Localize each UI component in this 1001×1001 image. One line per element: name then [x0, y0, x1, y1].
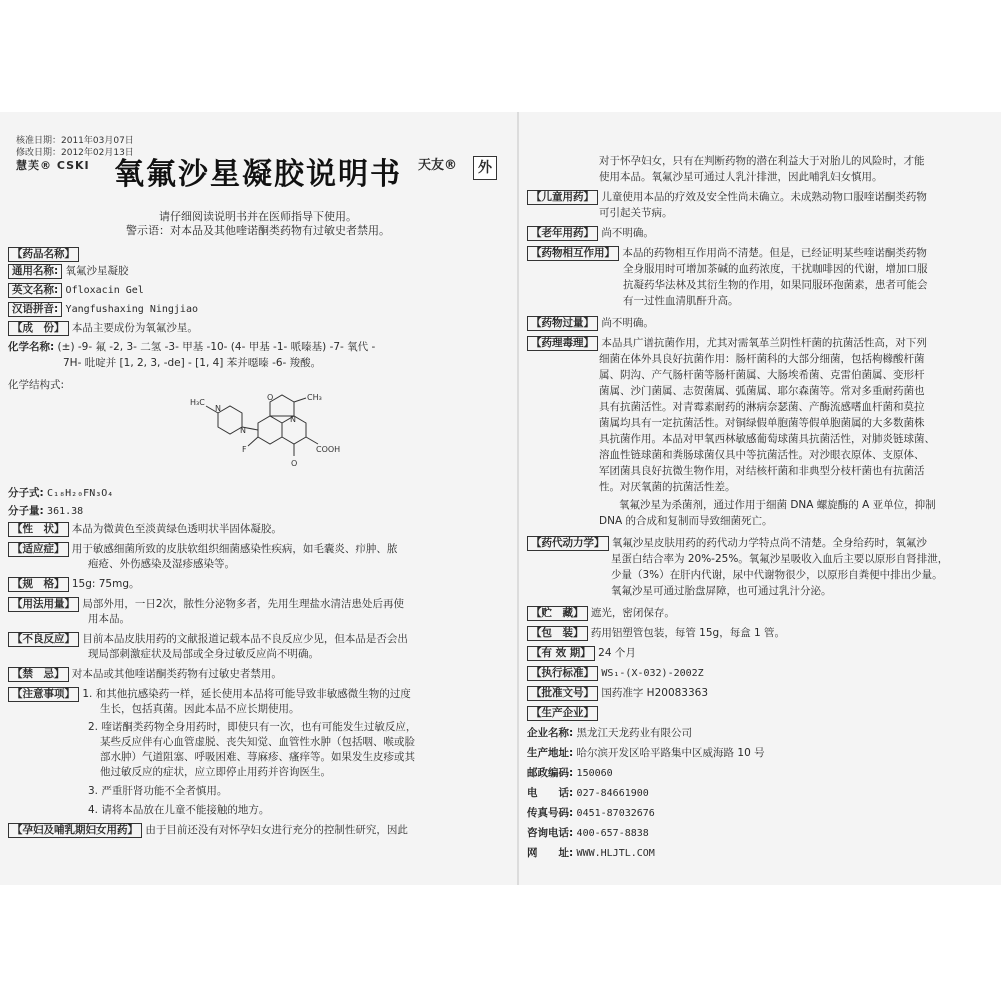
spec-value: 15g: 75mg。	[71, 578, 140, 590]
piperazine-ring	[218, 406, 242, 434]
website-row: 网 址: WWW.HLJTL.COM	[527, 847, 655, 859]
overdose-value: 尚不明确。	[601, 317, 654, 329]
tox-line-1: 本品具广谱抗菌作用，尤其对需氧革兰阴性杆菌的抗菌活性高，对下列	[601, 337, 927, 349]
tox-line-8: 溶血性链球菌和粪肠球菌仅具中等抗菌活性。对沙眼衣原体、支原体、	[599, 449, 925, 461]
overdose-row: 【药物过量】 尚不明确。	[527, 316, 997, 331]
approval-row: 【批准文号】 国药准字 H20083363	[527, 686, 997, 701]
caution-1-line-1: 1. 和其他抗感染药一样，延长使用本品将可能导致非敏感微生物的过度	[82, 688, 411, 700]
caution-2-line-2: 某些反应伴有心血管虚脱、丧失知觉、血管性水肿（包括咽、喉或脸	[100, 736, 415, 748]
validity-value: 24 个月	[598, 647, 636, 659]
interaction-line-2: 全身服用时可增加茶碱的血药浓度，干扰咖啡因的代谢，增加口服	[623, 263, 928, 275]
caution-4: 4. 请将本品放在儿童不能接触的地方。	[88, 804, 270, 816]
company-value: 黑龙江天龙药业有限公司	[576, 727, 693, 739]
component-row: 【成 份】 本品主要成份为氧氟沙星。	[8, 321, 508, 336]
tox-line-3: 属、阴沟、产气肠杆菌等肠杆菌属、大肠埃希菌、克雷伯菌属、变形杆	[599, 369, 925, 381]
zip-value: 150060	[576, 768, 613, 779]
elder-row: 【老年用药】 尚不明确。	[527, 226, 997, 241]
usage-row: 【用法用量】 局部外用，一日2次，脓性分泌物多者，先用生理盐水清洁患处后再使	[8, 597, 508, 612]
pregnancy-row: 【孕妇及哺乳期妇女用药】 由于目前还没有对怀孕妇女进行充分的控制性研究，因此	[8, 823, 508, 838]
formula-row: 分子式: C₁₈H₂₀FN₃O₄	[8, 487, 114, 499]
pinyin-value: Yangfushaxing Ningjiao	[65, 304, 198, 315]
pk-line-1: 氧氟沙星皮肤用药的药代动力学特点尚不清楚。全身给药时，氧氟沙	[611, 537, 927, 549]
storage-value: 遮光，密闭保存。	[590, 607, 675, 619]
chem-name-line-1: (±) -9- 氟 -2, 3- 二氢 -3- 甲基 -10- (4- 甲基 -1- 哌嗪基) -7- 氧代 -	[57, 341, 376, 353]
caution-row: 【注意事项】 1. 和其他抗感染药一样，延长使用本品将可能导致非敏感微生物的过度	[8, 687, 508, 702]
spec-row: 【规 格】 15g: 75mg。	[8, 577, 508, 592]
indication-line-2: 疱疮、外伤感染及湿疹感染等。	[88, 558, 235, 570]
mw-row: 分子量: 361.38	[8, 505, 84, 517]
warning-line: 警示语：对本品及其他喹诺酮类药物有过敏史者禁用。	[126, 224, 390, 237]
hotline-row: 咨询电话: 400-657-8838	[527, 827, 649, 839]
formula-value: C₁₈H₂₀FN₃O₄	[47, 488, 114, 499]
contra-value: 对本品或其他喹诺酮类药物有过敏史者禁用。	[71, 668, 282, 680]
caution-2-line-3: 部水肿）气道阻塞、呼吸困难、荨麻疹、瘙痒等。如果发生皮疹或其	[100, 751, 415, 763]
oxazine-ring	[270, 395, 294, 416]
character-row: 【性 状】 本品为微黄色至淡黄绿色透明状半固体凝胶。	[8, 522, 508, 537]
pk-row: 【药代动力学】 氧氟沙星皮肤用药的药代动力学特点尚不清楚。全身给药时，氧氟沙	[527, 536, 997, 551]
caution-3: 3. 严重肝肾功能不全者慎用。	[88, 785, 228, 797]
label-o-keto: O	[291, 459, 298, 468]
leaflet-sheet	[0, 112, 1001, 885]
package-row: 【包 装】 药用铝塑管包装，每管 15g，每盒 1 管。	[527, 626, 997, 641]
tox-line-12: DNA 的合成和复制而导致细菌死亡。	[599, 515, 773, 527]
caution-1-line-2: 生长，包括真菌。因此本品不应长期使用。	[100, 703, 300, 715]
caution-2-line-1: 2. 喹诺酮类药物全身用药时，即使只有一次，也有可能发生过敏反应，	[88, 721, 417, 733]
tox-row: 【药理毒理】 本品具广谱抗菌作用，尤其对需氧革兰阴性杆菌的抗菌活性高，对下列	[527, 336, 997, 351]
company-row: 企业名称: 黑龙江天龙药业有限公司	[527, 727, 693, 739]
pregnancy-line-1: 由于目前还没有对怀孕妇女进行充分的控制性研究，因此	[145, 824, 408, 836]
mw-value: 361.38	[47, 506, 84, 517]
revise-date: 修改日期：2012年02月13日	[16, 148, 134, 158]
tox-line-5: 具有抗菌活性。对青霉素耐药的淋病奈瑟菌、产酶流感嗜血杆菌和莫拉	[599, 401, 925, 413]
label-n3: N	[290, 415, 296, 424]
component-value: 本品主要成份为氧氟沙星。	[71, 322, 198, 334]
brand-logo-left: 慧芙® CSKI	[16, 159, 90, 172]
adverse-row: 【不良反应】 目前本品皮肤用药的文献报道记载本品不良反应少见，但本品是否会出	[8, 632, 508, 647]
tox-line-6: 菌属均具有一定抗菌活性。对铜绿假单胞菌等假单胞菌属的大多数菌株	[599, 417, 925, 429]
elder-value: 尚不明确。	[601, 227, 654, 239]
tox-line-2: 细菌在体外具良好抗菌作用：肠杆菌科的大部分细菌，包括枸橼酸杆菌	[599, 353, 925, 365]
standard-row: 【执行标准】 WS₁-(X-032)-2002Z	[527, 666, 997, 682]
address-value: 哈尔滨开发区哈平路集中区威海路 10 号	[576, 747, 765, 759]
tox-line-9: 军团菌具良好抗微生物作用，对结核杆菌和非典型分枝杆菌也有抗菌活	[599, 465, 925, 477]
hotline-value: 400-657-8838	[576, 828, 649, 839]
pk-line-3: 少量（3%）在肝内代谢，尿中代谢物很少，以原形自粪便中排出少量。	[611, 569, 943, 581]
label-o-ring: O	[267, 393, 274, 402]
document-title: 氧氟沙星凝胶说明书	[114, 157, 402, 192]
maker-row: 【生产企业】	[527, 706, 997, 721]
label-n2: N	[240, 426, 246, 435]
approval-value: 国药准字 H20083363	[601, 687, 709, 699]
interaction-row: 【药物相互作用】 本品的药物相互作用尚不清楚。但是，已经证明某些喹诺酮类药物	[527, 246, 997, 261]
zip-row: 邮政编码: 150060	[527, 767, 613, 779]
caution-2-line-4: 他过敏反应的症状，应立即停止用药并咨询医生。	[100, 766, 331, 778]
tox-line-4: 菌属、沙门菌属、志贺菌属、弧菌属、耶尔森菌等。常对多重耐药菌也	[599, 385, 925, 397]
pinyin-row: 汉语拼音: Yangfushaxing Ningjiao	[8, 302, 508, 318]
label-cooh: COOH	[316, 445, 341, 454]
brand-logo-right: 天友®	[418, 158, 458, 173]
child-row: 【儿童用药】 儿童使用本品的疗效及安全性尚未确立。未成熟动物口服喹诺酮类药物	[527, 190, 997, 205]
validity-row: 【有 效 期】 24 个月	[527, 646, 997, 661]
indication-row: 【适应症】 用于敏感细菌所致的皮肤软组织细菌感染性疾病，如毛囊炎、疖肿、脓	[8, 542, 508, 557]
benzene-ring	[258, 416, 282, 444]
tel-value: 027-84661900	[576, 788, 649, 799]
en-name-value: Ofloxacin Gel	[65, 285, 144, 296]
section-label: 【药品名称】	[8, 247, 79, 262]
common-name-row: 通用名称: 氧氟沙星凝胶	[8, 264, 508, 279]
child-line-1: 儿童使用本品的疗效及安全性尚未确立。未成熟动物口服喹诺酮类药物	[601, 191, 927, 203]
label-ch3: CH₃	[307, 393, 322, 402]
package-value: 药用铝塑管包装，每管 15g，每盒 1 管。	[590, 627, 786, 639]
approve-date: 核准日期：2011年03月07日	[16, 136, 134, 146]
en-name-row: 英文名称: Ofloxacin Gel	[8, 283, 508, 299]
tox-line-10: 性。对厌氧菌的抗菌活性差。	[599, 481, 736, 493]
common-name-value: 氧氟沙星凝胶	[65, 265, 129, 277]
interaction-line-4: 有一过性血清肌酐升高。	[623, 295, 739, 307]
character-value: 本品为微黄色至淡黄绿色透明状半固体凝胶。	[71, 523, 282, 535]
website-value: WWW.HLJTL.COM	[576, 848, 655, 859]
fax-value: 0451-87032676	[576, 808, 655, 819]
adverse-line-1: 目前本品皮肤用药的文献报道记载本品不良反应少见，但本品是否会出	[82, 633, 408, 645]
usage-line-1: 局部外用，一日2次，脓性分泌物多者，先用生理盐水清洁患处后再使	[82, 598, 405, 610]
fold-line	[517, 112, 519, 885]
standard-value: WS₁-(X-032)-2002Z	[601, 668, 704, 679]
tox-line-7: 具抗菌作用。本品对甲氧西林敏感葡萄球菌具抗菌活性，对肺炎链球菌、	[599, 433, 935, 445]
usage-line-2: 用本品。	[88, 613, 130, 625]
storage-row: 【贮 藏】 遮光，密闭保存。	[527, 606, 997, 621]
pregnancy-cont-1: 对于怀孕妇女，只有在判断药物的潜在利益大于对胎儿的风险时，才能	[599, 155, 925, 167]
chemical-structure-diagram	[188, 378, 348, 488]
structure-label: 化学结构式:	[8, 379, 65, 391]
notice-line: 请仔细阅读说明书并在医师指导下使用。	[159, 210, 357, 223]
contra-row: 【禁 忌】 对本品或其他喹诺酮类药物有过敏史者禁用。	[8, 667, 508, 682]
dates	[16, 135, 134, 159]
label-h3c: H₃C	[190, 398, 205, 407]
address-row: 生产地址: 哈尔滨开发区哈平路集中区威海路 10 号	[527, 747, 765, 759]
tel-row: 电 话: 027-84661900	[527, 787, 649, 799]
label-f: F	[242, 445, 247, 454]
pregnancy-cont-2: 使用本品。氧氟沙星可通过人乳汁排泄，因此哺乳妇女慎用。	[599, 171, 883, 183]
drug-name-section	[8, 247, 508, 262]
pk-line-2: 星蛋白结合率为 20%-25%。氧氟沙星吸收入血后主要以原形自肾排泄，	[611, 553, 949, 565]
pk-line-4: 氧氟沙星可通过胎盘屏障，也可通过乳汁分泌。	[611, 585, 832, 597]
tox-line-11: 氧氟沙星为杀菌剂，通过作用于细菌 DNA 螺旋酶的 A 亚单位，抑制	[619, 499, 936, 511]
chem-name-row: 化学名称: (±) -9- 氟 -2, 3- 二氢 -3- 甲基 -10- (4- 甲基 -1- 哌嗪基) -7- 氧代 -	[8, 341, 376, 353]
adverse-line-2: 现局部刺激症状及局部或全身过敏反应尚不明确。	[88, 648, 319, 660]
fax-row: 传真号码: 0451-87032676	[527, 807, 655, 819]
chem-name-line-2: 7H- 吡啶并 [1, 2, 3, -de] - [1, 4] 苯并噁嗪 -6- 羧酸。	[63, 357, 322, 369]
indication-line-1: 用于敏感细菌所致的皮肤软组织细菌感染性疾病，如毛囊炎、疖肿、脓	[71, 543, 398, 555]
label-n1: N	[215, 404, 221, 413]
interaction-line-3: 抗凝药华法林及其衍生物的作用，如果同服环孢菌素，患者可能会	[623, 279, 928, 291]
child-line-2: 可引起关节病。	[599, 207, 673, 219]
external-use-badge: 外	[473, 156, 497, 180]
interaction-line-1: 本品的药物相互作用尚不清楚。但是，已经证明某些喹诺酮类药物	[622, 247, 927, 259]
